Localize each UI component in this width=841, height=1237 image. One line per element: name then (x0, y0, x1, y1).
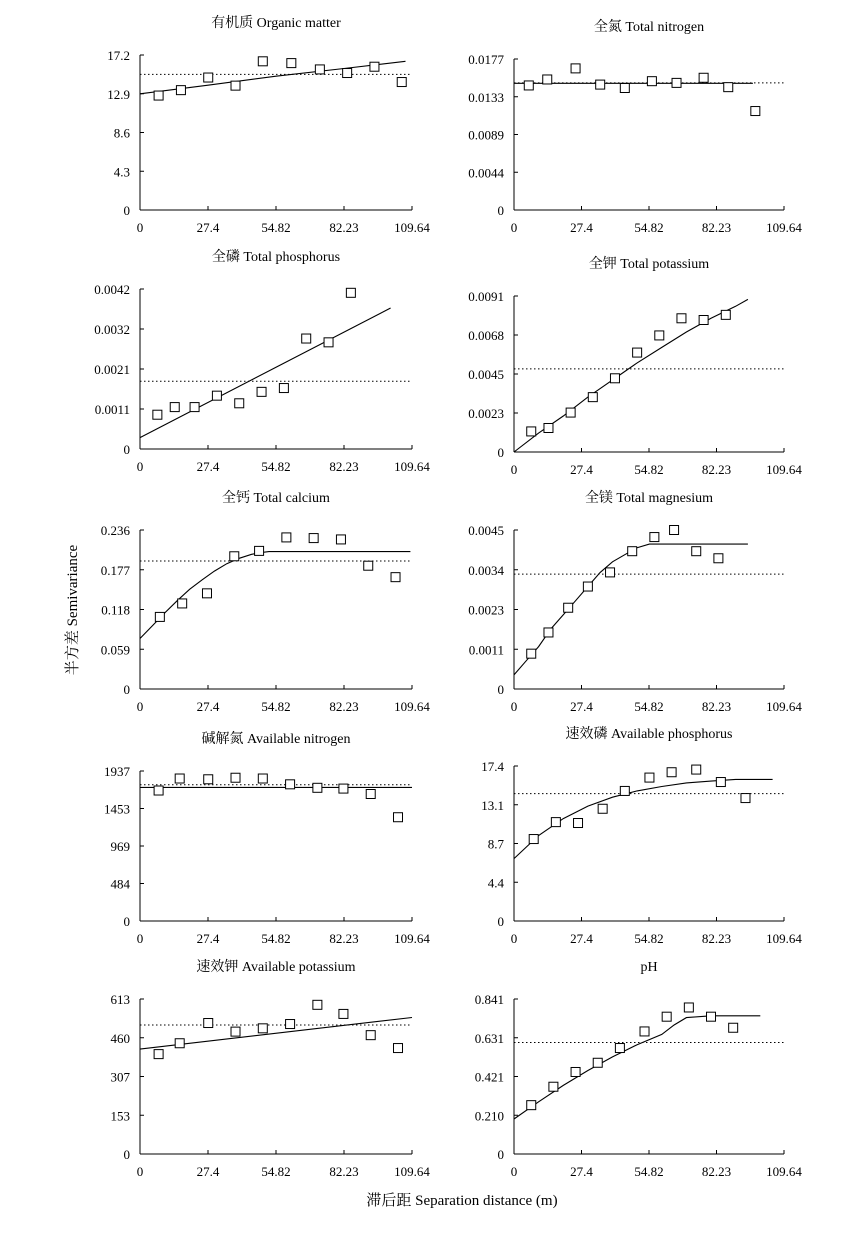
data-point (286, 1020, 295, 1029)
data-point (175, 774, 184, 783)
data-point (336, 535, 345, 544)
data-point (313, 1000, 322, 1009)
x-tick-label: 27.4 (196, 1164, 220, 1179)
data-point (662, 1012, 671, 1021)
y-tick-label: 0.0032 (94, 322, 130, 337)
data-point (729, 1023, 738, 1032)
data-point (620, 786, 629, 795)
chart-title: 全氮 Total nitrogen (593, 20, 705, 35)
data-point (670, 526, 679, 535)
y-tick-label: 12.9 (107, 86, 130, 102)
data-point (529, 835, 538, 844)
y-tick-label: 0.118 (101, 602, 130, 618)
y-tick-label: 8.7 (487, 836, 504, 852)
chart-title: pH (640, 960, 658, 975)
y-tick-label: 153 (110, 1108, 130, 1124)
data-point (346, 288, 355, 297)
data-point (370, 62, 379, 71)
y-tick-label: 4.3 (113, 164, 130, 180)
x-tick-label: 54.82 (634, 931, 664, 946)
data-point (751, 107, 760, 116)
chart-title: 全钙 Total calcium (222, 491, 330, 506)
y-tick-label: 0 (497, 445, 504, 460)
y-tick-label: 1453 (104, 801, 130, 817)
y-tick-label: 0.0042 (94, 282, 130, 297)
data-point (204, 1019, 213, 1028)
x-tick-label: 109.64 (766, 699, 802, 714)
x-tick-label: 109.64 (394, 220, 430, 235)
data-point (716, 778, 725, 787)
data-point (230, 552, 239, 561)
data-point (313, 783, 322, 792)
y-tick-label: 0.0133 (468, 89, 504, 105)
x-tick-label: 54.82 (261, 699, 291, 714)
x-tick-label: 27.4 (196, 931, 220, 946)
x-tick-label: 109.64 (766, 462, 802, 477)
data-point (692, 547, 701, 556)
data-point (724, 83, 733, 92)
x-tick-label: 54.82 (634, 699, 664, 714)
x-tick-label: 54.82 (261, 931, 291, 946)
chart-title: 速效磷 Available phosphorus (565, 727, 733, 742)
data-point (279, 384, 288, 393)
y-tick-label: 307 (110, 1069, 130, 1085)
data-point (684, 1003, 693, 1012)
data-point (588, 393, 597, 402)
x-tick-label: 27.4 (196, 220, 220, 235)
y-tick-label: 0.0023 (468, 602, 504, 618)
chart-panel-7 (104, 731, 430, 946)
data-point (551, 818, 560, 827)
data-point (258, 57, 267, 66)
chart-title: 全钾 Total potassium (588, 257, 710, 272)
y-tick-label: 0.0011 (468, 642, 504, 658)
x-tick-label: 109.64 (394, 459, 430, 474)
y-tick-label: 460 (110, 1030, 130, 1046)
y-tick-label: 0 (497, 914, 504, 929)
x-tick-label: 82.23 (701, 462, 732, 477)
x-tick-label: 54.82 (261, 459, 291, 474)
y-tick-label: 17.2 (107, 48, 130, 63)
data-point (315, 65, 324, 74)
y-tick-label: 0.0021 (94, 362, 130, 377)
data-point (566, 408, 575, 417)
data-point (154, 91, 163, 100)
data-point (564, 603, 573, 612)
y-tick-label: 1937 (104, 764, 130, 779)
y-tick-label: 0.631 (474, 1030, 504, 1046)
x-tick-label: 109.64 (394, 931, 430, 946)
figure-x-axis-title: 滞后距 Separation distance (m) (366, 1193, 558, 1209)
chart-title: 有机质 Organic matter (211, 16, 341, 31)
x-tick-label: 82.23 (329, 699, 359, 714)
data-point (255, 546, 264, 555)
y-tick-label: 0.0068 (468, 328, 504, 343)
data-point (231, 81, 240, 90)
data-point (527, 649, 536, 658)
data-point (598, 804, 607, 813)
y-tick-label: 613 (110, 992, 130, 1007)
data-point (204, 73, 213, 82)
y-tick-label: 0.0177 (468, 52, 504, 67)
data-point (204, 775, 213, 784)
x-tick-label: 0 (136, 931, 144, 946)
data-point (655, 331, 664, 340)
x-tick-label: 0 (510, 931, 518, 946)
x-tick-label: 27.4 (570, 699, 593, 714)
data-point (633, 348, 642, 357)
data-point (231, 773, 240, 782)
x-tick-label: 27.4 (570, 1164, 593, 1179)
data-point (212, 391, 221, 400)
x-tick-label: 109.64 (394, 1164, 430, 1179)
data-point (339, 1009, 348, 1018)
data-point (628, 547, 637, 556)
x-tick-label: 27.4 (570, 462, 593, 477)
data-point (645, 773, 654, 782)
x-tick-label: 82.23 (329, 1164, 359, 1179)
data-point (527, 1101, 536, 1110)
data-point (571, 1067, 580, 1076)
x-tick-label: 0 (136, 1164, 144, 1179)
data-point (153, 410, 162, 419)
x-tick-label: 0 (510, 220, 518, 235)
data-point (647, 77, 656, 86)
y-tick-label: 0.236 (100, 523, 130, 538)
x-tick-label: 82.23 (701, 220, 732, 235)
x-tick-label: 0 (510, 462, 518, 477)
data-point (343, 69, 352, 78)
y-tick-label: 484 (110, 876, 130, 892)
x-tick-label: 109.64 (766, 220, 802, 235)
x-tick-label: 82.23 (329, 459, 359, 474)
x-tick-label: 54.82 (634, 1164, 664, 1179)
y-tick-label: 0 (123, 914, 130, 929)
data-point (707, 1012, 716, 1021)
data-point (391, 573, 400, 582)
chart-title: 全磷 Total phosphorus (211, 250, 341, 265)
data-point (741, 794, 750, 803)
data-point (692, 765, 701, 774)
data-point (714, 554, 723, 563)
data-point (571, 64, 580, 73)
data-point (364, 561, 373, 570)
data-point (549, 1082, 558, 1091)
data-point (699, 73, 708, 82)
data-point (394, 813, 403, 822)
y-tick-label: 0 (123, 1147, 130, 1162)
data-point (154, 1050, 163, 1059)
x-tick-label: 82.23 (329, 931, 359, 946)
y-tick-label: 0.0011 (94, 402, 130, 417)
data-point (176, 86, 185, 95)
data-point (154, 786, 163, 795)
data-point (574, 819, 583, 828)
data-point (672, 78, 681, 87)
y-tick-label: 0.0091 (468, 289, 504, 304)
data-point (286, 780, 295, 789)
data-point (190, 403, 199, 412)
model-curve (140, 308, 391, 438)
y-tick-label: 969 (110, 839, 130, 854)
data-point (258, 774, 267, 783)
x-tick-label: 109.64 (766, 1164, 802, 1179)
data-point (231, 1027, 240, 1036)
chart-panel-3 (94, 248, 430, 474)
data-point (610, 374, 619, 383)
data-point (170, 403, 179, 412)
y-tick-label: 13.1 (481, 797, 504, 813)
data-point (339, 784, 348, 793)
data-point (544, 628, 553, 637)
chart-panel-5 (101, 490, 431, 714)
x-tick-label: 27.4 (196, 699, 220, 714)
chart-title: 速效钾 Available potassium (196, 960, 356, 975)
data-point (543, 75, 552, 84)
data-point (324, 338, 333, 347)
y-tick-label: 0.0089 (468, 127, 504, 143)
data-point (366, 1031, 375, 1040)
y-tick-label: 0.841 (474, 992, 504, 1007)
data-point (524, 81, 533, 90)
data-point (175, 1039, 184, 1048)
y-tick-label: 0 (497, 1147, 504, 1162)
y-tick-label: 0.0045 (468, 367, 504, 382)
data-point (155, 612, 164, 621)
y-tick-label: 4.4 (487, 875, 504, 891)
y-tick-label: 0.0023 (468, 406, 504, 421)
y-tick-label: 0.0034 (468, 562, 504, 578)
data-point (527, 427, 536, 436)
x-tick-label: 54.82 (261, 220, 291, 235)
data-point (302, 334, 311, 343)
data-point (699, 316, 708, 325)
data-point (721, 310, 730, 319)
y-tick-label: 0 (497, 682, 504, 697)
chart-panel-1 (107, 14, 430, 235)
x-tick-label: 82.23 (701, 931, 732, 946)
chart-panel-10 (475, 960, 803, 1179)
x-tick-label: 0 (510, 699, 518, 714)
y-tick-label: 0.0045 (468, 523, 504, 538)
data-point (620, 84, 629, 93)
data-point (394, 1044, 403, 1053)
model-curve (514, 1016, 760, 1119)
chart-title: 全镁 Total magnesium (584, 491, 714, 506)
x-tick-label: 109.64 (394, 699, 430, 714)
x-tick-label: 0 (136, 699, 144, 714)
x-tick-label: 109.64 (766, 931, 802, 946)
figure-y-axis-title: 半方差 Semivariance (65, 544, 81, 676)
model-curve (514, 544, 748, 675)
x-tick-label: 54.82 (634, 220, 664, 235)
y-tick-label: 0.059 (100, 642, 130, 658)
chart-panel-6 (468, 490, 802, 714)
x-tick-label: 54.82 (634, 462, 664, 477)
y-tick-label: 0.210 (474, 1108, 504, 1124)
data-point (287, 59, 296, 68)
data-point (640, 1027, 649, 1036)
y-tick-label: 0 (497, 203, 504, 218)
x-tick-label: 0 (136, 220, 144, 235)
data-point (650, 533, 659, 542)
x-tick-label: 27.4 (570, 220, 593, 235)
data-point (397, 78, 406, 87)
x-tick-label: 82.23 (329, 220, 359, 235)
data-point (257, 387, 266, 396)
x-tick-label: 27.4 (196, 459, 220, 474)
y-tick-label: 0 (123, 442, 130, 457)
data-point (593, 1058, 602, 1067)
data-point (544, 424, 553, 433)
data-point (235, 399, 244, 408)
chart-panel-8 (481, 725, 802, 946)
chart-title: 碱解氮 Available nitrogen (201, 732, 351, 747)
y-tick-label: 0 (123, 203, 130, 218)
data-point (615, 1044, 624, 1053)
x-tick-label: 0 (510, 1164, 518, 1179)
y-tick-label: 17.4 (481, 759, 504, 774)
y-tick-label: 8.6 (113, 125, 130, 141)
data-point (606, 568, 615, 577)
x-tick-label: 82.23 (701, 699, 732, 714)
data-point (667, 768, 676, 777)
x-tick-label: 0 (136, 459, 144, 474)
y-tick-label: 0.177 (100, 562, 130, 578)
data-point (677, 314, 686, 323)
chart-panel-2 (468, 19, 802, 235)
data-point (258, 1024, 267, 1033)
data-point (366, 789, 375, 798)
data-point (583, 582, 592, 591)
data-point (282, 533, 291, 542)
chart-panel-9 (111, 958, 431, 1179)
y-tick-label: 0.0044 (468, 165, 504, 181)
y-tick-label: 0 (123, 682, 130, 697)
data-point (596, 80, 605, 89)
x-tick-label: 27.4 (570, 931, 593, 946)
y-tick-label: 0.421 (474, 1069, 504, 1085)
x-tick-label: 54.82 (261, 1164, 291, 1179)
chart-panel-4 (468, 256, 802, 477)
x-tick-label: 82.23 (701, 1164, 732, 1179)
data-point (202, 589, 211, 598)
data-point (309, 534, 318, 543)
data-point (178, 599, 187, 608)
